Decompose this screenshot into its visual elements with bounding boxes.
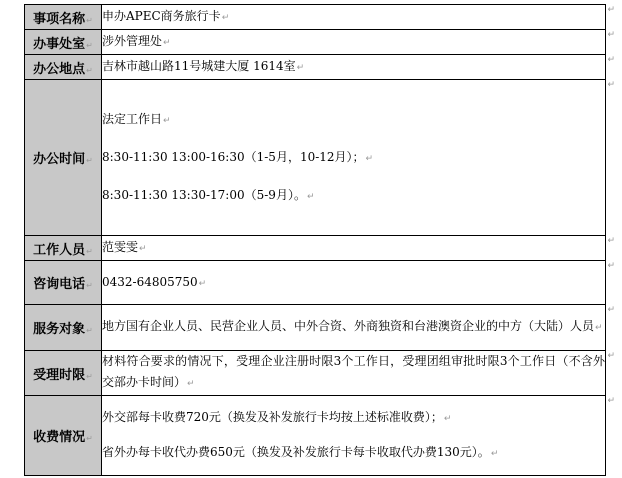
office-hours-line: 8:30-11:30 13:00-16:30（1-5月，10-12月）；↵ xyxy=(102,149,374,164)
fee-line: 外交部每卡收费720元（换发及补发旅行卡均按上述标准收费）；↵ xyxy=(102,409,452,424)
row-label: 办公时间↵ xyxy=(25,80,102,236)
row-value: 范雯雯↵ ↵ xyxy=(102,236,606,261)
fee-line: 省外办每卡收代办费650元（换发及补发旅行卡每卡收取代办费130元）。↵ xyxy=(102,444,499,459)
table-row xyxy=(25,351,606,396)
office-hours-line: 8:30-11:30 13:30-17:00（5-9月）。↵ xyxy=(102,187,315,202)
info-table xyxy=(24,4,615,476)
table-row xyxy=(25,80,606,236)
row-value: 申办APEC商务旅行卡↵ ↵ xyxy=(102,5,606,30)
table-row xyxy=(25,55,606,80)
table-row xyxy=(25,305,606,351)
row-label: 办事处室↵ xyxy=(25,30,102,55)
document-page xyxy=(24,4,615,476)
row-value: 法定工作日↵ 8:30-11:30 13:00-16:30（1-5月，10-12月）；↵ 8:30-11:30 13:30-17:00（5-9月）。↵ ↵ xyxy=(102,80,606,236)
row-value: 地方国有企业人员、民营企业人员、中外合资、外商独资和台港澳资企业的中方（大陆）人员↵ ↵ xyxy=(102,305,606,351)
row-label: 服务对象↵ xyxy=(25,305,102,351)
table-row xyxy=(25,261,606,305)
table-row xyxy=(25,5,606,30)
row-label: 事项名称↵ xyxy=(25,5,102,30)
row-label: 办公地点↵ xyxy=(25,55,102,80)
row-value: 外交部每卡收费720元（换发及补发旅行卡均按上述标准收费）；↵ 省外办每卡收代办费650元（换发及补发旅行卡每卡收取代办费130元）。↵ ↵ xyxy=(102,396,606,476)
row-value: 材料符合要求的情况下，受理企业注册时限3个工作日，受理团组审批时限3个工作日（不含外交部办卡时间）↵ ↵ xyxy=(102,351,606,396)
row-label: 收费情况↵ xyxy=(25,396,102,476)
row-value: 0432-64805750↵ ↵ xyxy=(102,261,606,305)
row-label: 工作人员↵ xyxy=(25,236,102,261)
row-value: 涉外管理处↵ ↵ xyxy=(102,30,606,55)
row-label: 受理时限↵ xyxy=(25,351,102,396)
table-row xyxy=(25,396,606,476)
row-label: 咨询电话↵ xyxy=(25,261,102,305)
office-hours-line: 法定工作日↵ xyxy=(102,111,171,126)
row-value: 吉林市越山路11号城建大厦 1614室↵ ↵ xyxy=(102,55,606,80)
table-row xyxy=(25,236,606,261)
table-row xyxy=(25,30,606,55)
